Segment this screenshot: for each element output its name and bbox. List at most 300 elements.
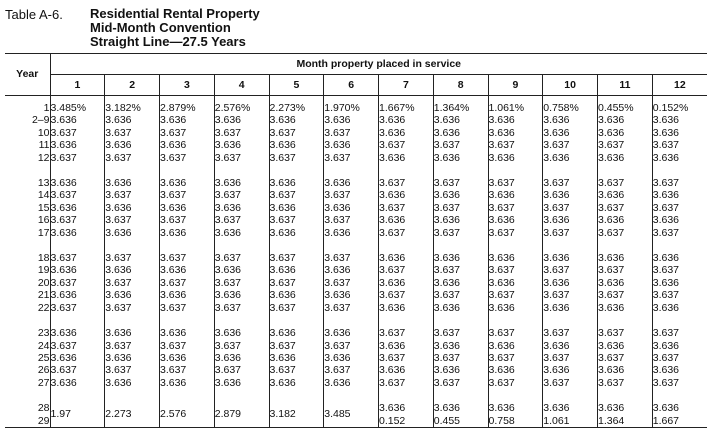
rate-value: 0.455: [433, 414, 461, 427]
rate-cell: 3.636: [214, 177, 269, 189]
rate-cell: 3.636: [269, 264, 324, 276]
rate-cell: 3.637: [105, 127, 160, 139]
rate-cell: 3.637: [598, 177, 653, 189]
table-row: [5, 202, 707, 214]
rate-cell: 3.637: [652, 377, 707, 389]
rate-cell: 3.637: [269, 214, 324, 226]
rate-cell: 3.636: [105, 139, 160, 151]
rate-cell: 3.636: [50, 139, 77, 152]
rate-value: 2.576: [160, 408, 187, 421]
rate-cell: 3.637: [105, 302, 160, 314]
year-cell: 1: [5, 102, 50, 114]
rate-cell: 3.636: [543, 127, 598, 139]
rate-cell: 3.636: [324, 289, 379, 301]
table-row: [5, 277, 707, 289]
rate-cell: 3.636: [269, 227, 324, 239]
rate-cell: 3.637: [488, 352, 543, 364]
year-cell: 25: [5, 352, 50, 364]
rate-cell: 3.637: [324, 189, 379, 201]
rate-cell: 1.970%: [324, 102, 379, 114]
rate-cell: 3.637: [488, 177, 543, 189]
rate-value: 3.636: [652, 402, 680, 415]
year-label: 28: [37, 402, 50, 415]
rate-cell: 3.636: [488, 189, 543, 201]
rate-cell: 3.637: [105, 364, 160, 376]
title-line-2: Mid-Month Convention: [90, 20, 231, 35]
rate-cell: 3.637: [543, 139, 598, 151]
rate-cell: 1.061%: [488, 102, 543, 114]
table-row-final: [5, 402, 707, 427]
rate-value: 3.636: [488, 402, 515, 415]
rate-cell: 3.636: [50, 114, 77, 127]
rate-value: 2.273: [105, 408, 132, 421]
rate-cell: 3.636: [488, 277, 543, 289]
rate-cell: 3.637: [598, 264, 653, 276]
rate-cell: 3.636: [488, 252, 543, 264]
year-label: 29: [37, 414, 50, 427]
year-cell: 23: [5, 327, 50, 339]
rate-cell: 3.637: [160, 127, 215, 139]
rate-cell: 3.637: [269, 152, 324, 164]
rate-cell-final: [488, 402, 543, 427]
rate-cell: 3.636: [652, 277, 707, 289]
rate-cell: 3.637: [652, 177, 707, 189]
spacer-row: [5, 314, 707, 327]
table-row: [5, 214, 707, 226]
rate-cell: 3.637: [214, 214, 269, 226]
rate-cell: 3.636: [269, 377, 324, 389]
rate-cell: 0.758%: [543, 102, 598, 114]
rate-cell: 3.637: [652, 327, 707, 339]
rate-cell: 3.636: [214, 352, 269, 364]
rate-cell: 3.636: [324, 352, 379, 364]
title-line-3: Straight Line—27.5 Years: [90, 34, 246, 49]
rate-cell: 3.637: [269, 127, 324, 139]
rate-value: 0.152: [379, 414, 406, 427]
rate-cell: 3.637: [160, 277, 215, 289]
year-cell: 13: [5, 177, 50, 189]
rate-cell: 3.636: [324, 202, 379, 214]
year-cell: 18: [5, 252, 50, 264]
table-title: [90, 7, 410, 49]
rate-cell: 3.637: [105, 152, 160, 164]
rate-cell-final: [324, 402, 379, 427]
rate-cell: 3.637: [598, 202, 653, 214]
year-cell: 16: [5, 214, 50, 226]
rate-cell: 3.636: [269, 289, 324, 301]
month-7-header: 7: [379, 75, 434, 96]
rate-cell: 3.637: [269, 277, 324, 289]
rate-value: 1.97: [50, 408, 71, 421]
year-column-header: Year: [5, 54, 50, 96]
rate-cell: 3.637: [488, 377, 543, 389]
rate-cell: 1.667%: [379, 102, 434, 114]
rate-cell: 3.636: [324, 177, 379, 189]
rate-cell: 3.637: [598, 327, 653, 339]
rate-cell: 3.637: [652, 352, 707, 364]
rate-cell: 3.636: [598, 302, 653, 314]
rate-cell: 3.636: [379, 214, 434, 226]
month-1-header: 1: [50, 75, 105, 96]
rate-cell: 3.636: [652, 127, 707, 139]
rate-cell: 3.636: [379, 114, 434, 126]
rate-cell: 3.636: [433, 252, 488, 264]
rate-cell: 3.636: [105, 377, 160, 389]
rate-cell: 3.636: [214, 202, 269, 214]
rate-cell: 3.636: [105, 289, 160, 301]
rate-cell: 3.636: [598, 364, 653, 376]
rate-value: 3.485: [324, 408, 351, 421]
rate-cell: 3.636: [105, 327, 160, 339]
rate-cell: 3.636: [379, 152, 434, 164]
table-row: [5, 289, 707, 301]
rate-cell: 3.636: [433, 277, 488, 289]
rate-cell: 3.637: [50, 214, 77, 227]
rate-cell: 3.636: [598, 189, 653, 201]
rate-cell: 3.637: [160, 364, 215, 376]
rate-cell: 3.636: [379, 364, 434, 376]
rate-cell: 3.636: [598, 277, 653, 289]
rate-cell: 3.637: [433, 289, 488, 301]
rate-cell: 3.636: [160, 352, 215, 364]
rate-cell: 3.636: [379, 127, 434, 139]
table-row: [5, 252, 707, 264]
rate-cell: 3.636: [105, 227, 160, 239]
rate-cell: 3.637: [269, 340, 324, 352]
year-cell: 17: [5, 227, 50, 239]
rate-cell: 3.636: [543, 114, 598, 126]
month-10-header: 10: [543, 75, 598, 96]
rate-cell: 3.637: [324, 152, 379, 164]
rate-cell: 3.636: [433, 189, 488, 201]
rate-cell: 3.637: [433, 139, 488, 151]
rate-cell-final: [160, 402, 215, 427]
rate-cell: 3.636: [269, 327, 324, 339]
rate-cell: 3.636: [543, 302, 598, 314]
rate-cell: 3.636: [214, 139, 269, 151]
rate-cell: 3.636: [324, 327, 379, 339]
rate-cell-final: [50, 402, 105, 427]
rate-cell-final: [598, 402, 653, 427]
rate-cell: 1.364%: [433, 102, 488, 114]
rate-cell: 3.637: [543, 377, 598, 389]
rate-cell: 3.636: [324, 377, 379, 389]
rate-cell: 3.637: [488, 264, 543, 276]
rate-cell: 3.636: [160, 114, 215, 126]
spacer-row: [5, 164, 707, 177]
rate-cell: 3.636: [598, 340, 653, 352]
rate-cell: 3.636: [214, 377, 269, 389]
rate-cell: 3.636: [160, 327, 215, 339]
table-row: [5, 139, 707, 151]
year-cell: 26: [5, 364, 50, 376]
rate-cell: 3.637: [269, 189, 324, 201]
rate-cell: 3.636: [543, 189, 598, 201]
rate-cell: 3.636: [105, 114, 160, 126]
spacer-row: [5, 389, 707, 402]
table-row: [5, 152, 707, 164]
rate-cell: 3.636: [488, 340, 543, 352]
rate-cell: 3.637: [160, 302, 215, 314]
rate-cell: 3.637: [598, 139, 653, 151]
rate-cell: 3.637: [214, 277, 269, 289]
rate-cell: 3.636: [433, 127, 488, 139]
rate-cell: 3.636: [214, 114, 269, 126]
rate-cell: 3.636: [269, 352, 324, 364]
rate-cell: 3.637: [488, 227, 543, 239]
table-row: [5, 102, 707, 114]
rate-cell: 3.637: [543, 289, 598, 301]
rate-value: 3.636: [598, 402, 625, 415]
month-column-header: Month property placed in service: [50, 54, 707, 75]
rate-cell: 3.636: [214, 327, 269, 339]
rate-cell: 3.636: [324, 114, 379, 126]
rate-cell: 3.637: [105, 340, 160, 352]
rate-cell: 3.637: [160, 214, 215, 226]
rate-value: 1.667: [652, 414, 680, 427]
rate-cell: 3.636: [652, 252, 707, 264]
rate-cell: 3.637: [379, 327, 434, 339]
rate-cell: 3.637: [433, 352, 488, 364]
rate-cell: 3.637: [50, 301, 77, 314]
year-cell: 19: [5, 264, 50, 276]
rate-cell: 3.637: [324, 302, 379, 314]
rate-value: 1.364: [598, 414, 625, 427]
rate-cell: 3.637: [105, 277, 160, 289]
rate-cell: 3.637: [433, 327, 488, 339]
table-row: [5, 352, 707, 364]
rate-cell: 3.636: [160, 227, 215, 239]
rate-cell: 3.636: [105, 177, 160, 189]
rate-cell: 3.637: [324, 364, 379, 376]
rate-cell: 3.637: [214, 252, 269, 264]
rate-cell: 3.636: [598, 252, 653, 264]
rate-cell: 3.637: [543, 264, 598, 276]
rate-cell: 3.637: [379, 139, 434, 151]
rate-cell: 3.636: [160, 289, 215, 301]
rate-cell: 3.637: [105, 189, 160, 201]
rate-cell: 3.637: [598, 377, 653, 389]
rate-cell: 3.636: [433, 214, 488, 226]
rate-cell: 3.637: [543, 227, 598, 239]
rate-cell: 3.637: [652, 264, 707, 276]
rate-cell: 3.637: [324, 214, 379, 226]
rate-cell: 3.637: [379, 289, 434, 301]
rate-cell: 3.636: [214, 289, 269, 301]
rate-cell: 3.636: [652, 302, 707, 314]
rate-cell: 3.636: [652, 152, 707, 164]
rate-cell: 3.636: [269, 202, 324, 214]
depreciation-table: [5, 53, 707, 428]
rate-cell: 3.636: [543, 364, 598, 376]
rate-cell: 3.637: [50, 252, 77, 265]
rate-cell: 3.636: [379, 340, 434, 352]
rate-cell: 3.485%: [50, 102, 87, 114]
rate-cell: 3.637: [379, 264, 434, 276]
rate-cell: 3.636: [324, 264, 379, 276]
rate-cell: 3.636: [214, 264, 269, 276]
rate-cell: 3.636: [160, 264, 215, 276]
rate-cell-final: [105, 402, 160, 427]
rate-cell: 3.637: [50, 126, 77, 139]
rate-cell: 3.637: [214, 302, 269, 314]
rate-cell: 3.637: [269, 302, 324, 314]
rate-cell: 3.636: [652, 214, 707, 226]
rate-cell: 2.576%: [214, 102, 269, 114]
rate-cell: 3.637: [598, 289, 653, 301]
rate-cell: 3.637: [433, 377, 488, 389]
rate-cell: 3.636: [50, 201, 77, 214]
rate-cell: 3.637: [324, 127, 379, 139]
rate-cell: 3.637: [50, 276, 77, 289]
rate-value: 0.758: [488, 414, 515, 427]
rate-cell: 3.636: [324, 227, 379, 239]
rate-cell: 3.637: [598, 227, 653, 239]
table-row: [5, 227, 707, 239]
rate-cell: 3.636: [488, 152, 543, 164]
table-row: [5, 177, 707, 189]
rate-cell: 3.636: [269, 139, 324, 151]
rate-cell: 2.273%: [269, 102, 324, 114]
rate-cell: 3.637: [433, 177, 488, 189]
rate-cell: 3.636: [543, 152, 598, 164]
rate-cell-final: [214, 402, 269, 427]
rate-cell-final: [543, 402, 598, 427]
rate-cell: 3.636: [652, 340, 707, 352]
rate-cell: 3.636: [50, 289, 77, 302]
rate-cell: 3.636: [433, 114, 488, 126]
rate-cell: 3.636: [105, 202, 160, 214]
rate-cell: 3.637: [379, 202, 434, 214]
rate-cell: 3.637: [433, 227, 488, 239]
rate-value: 3.636: [379, 402, 406, 415]
rate-cell: 3.637: [324, 277, 379, 289]
rate-cell: 3.637: [214, 152, 269, 164]
table-row: [5, 264, 707, 276]
year-cell: 27: [5, 377, 50, 389]
rate-cell: 3.637: [50, 189, 77, 202]
rate-cell: 3.637: [269, 364, 324, 376]
rate-cell: 3.636: [160, 177, 215, 189]
rate-cell: 0.152%: [652, 102, 707, 114]
month-8-header: 8: [433, 75, 488, 96]
rate-cell: 3.636: [652, 114, 707, 126]
rate-cell: 3.636: [488, 127, 543, 139]
month-12-header: 12: [652, 75, 707, 96]
rate-cell: 3.637: [160, 252, 215, 264]
rate-cell: 3.636: [50, 351, 77, 364]
month-3-header: 3: [160, 75, 215, 96]
rate-cell: 3.636: [50, 264, 77, 277]
rate-value: 3.636: [543, 402, 570, 415]
rate-cell: 3.637: [543, 352, 598, 364]
rate-cell: 3.636: [488, 214, 543, 226]
rate-cell: 3.637: [488, 202, 543, 214]
month-11-header: 11: [598, 75, 653, 96]
table-row: [5, 127, 707, 139]
table-row: [5, 327, 707, 339]
rate-cell: 3.636: [488, 364, 543, 376]
rate-cell: 3.636: [379, 252, 434, 264]
table-row: [5, 302, 707, 314]
rate-cell: 3.637: [324, 252, 379, 264]
rate-value: 3.182: [269, 408, 296, 421]
rate-cell: 3.636: [379, 277, 434, 289]
table-row: [5, 377, 707, 389]
month-4-header: 4: [214, 75, 269, 96]
month-9-header: 9: [488, 75, 543, 96]
rate-cell: 3.637: [543, 327, 598, 339]
month-5-header: 5: [269, 75, 324, 96]
rate-cell: 3.637: [543, 202, 598, 214]
rate-cell: 3.636: [488, 114, 543, 126]
year-cell-final: [5, 402, 50, 427]
rate-cell: 3.636: [543, 340, 598, 352]
rate-cell: 3.637: [433, 264, 488, 276]
rate-cell: 3.636: [50, 226, 77, 239]
rate-cell: 3.636: [324, 139, 379, 151]
rate-cell: 3.637: [50, 339, 77, 352]
rate-cell: 3.636: [160, 202, 215, 214]
rate-cell: 3.636: [105, 264, 160, 276]
rate-cell: 3.636: [433, 340, 488, 352]
rate-cell: 2.879%: [160, 102, 215, 114]
rate-cell: 3.637: [379, 177, 434, 189]
rate-cell: 3.636: [433, 364, 488, 376]
rate-cell: 3.637: [652, 139, 707, 151]
rate-cell: 3.637: [50, 151, 77, 164]
rate-cell: 3.637: [160, 152, 215, 164]
table-label: Table A-6.: [5, 7, 63, 22]
month-2-header: 2: [105, 75, 160, 96]
rate-cell: 3.182%: [105, 102, 160, 114]
rate-cell: 3.637: [652, 289, 707, 301]
month-6-header: 6: [324, 75, 379, 96]
rate-cell: 3.637: [324, 340, 379, 352]
rate-cell-final: [652, 402, 707, 427]
rate-cell: 3.636: [269, 114, 324, 126]
rate-value: 2.879: [214, 408, 242, 421]
rate-cell-final: [433, 402, 488, 427]
table-row: [5, 340, 707, 352]
rate-cell: 3.636: [652, 189, 707, 201]
title-line-1: Residential Rental Property: [90, 6, 260, 21]
rate-value: 1.061: [543, 414, 570, 427]
rate-cell: 3.637: [598, 352, 653, 364]
rate-cell: 3.637: [269, 252, 324, 264]
rate-cell: 3.637: [214, 340, 269, 352]
rate-cell: 3.636: [269, 177, 324, 189]
table-row: [5, 189, 707, 201]
rate-cell: 3.636: [433, 302, 488, 314]
rate-cell: 3.637: [160, 189, 215, 201]
rate-cell: 3.637: [160, 340, 215, 352]
rate-cell: 3.637: [488, 289, 543, 301]
year-cell: 2–9: [5, 114, 50, 126]
year-cell: 20: [5, 277, 50, 289]
rate-cell: 3.637: [488, 139, 543, 151]
rate-cell: 3.637: [379, 352, 434, 364]
rate-cell: 3.637: [543, 177, 598, 189]
rate-cell: 3.636: [160, 377, 215, 389]
rate-value: 3.636: [433, 402, 461, 415]
rate-cell-final: [379, 402, 434, 427]
rate-cell: 3.636: [379, 189, 434, 201]
rate-cell: 0.455%: [598, 102, 653, 114]
rate-cell: 3.636: [50, 177, 77, 190]
rate-cell: 3.636: [50, 376, 77, 389]
year-cell: 22: [5, 302, 50, 314]
